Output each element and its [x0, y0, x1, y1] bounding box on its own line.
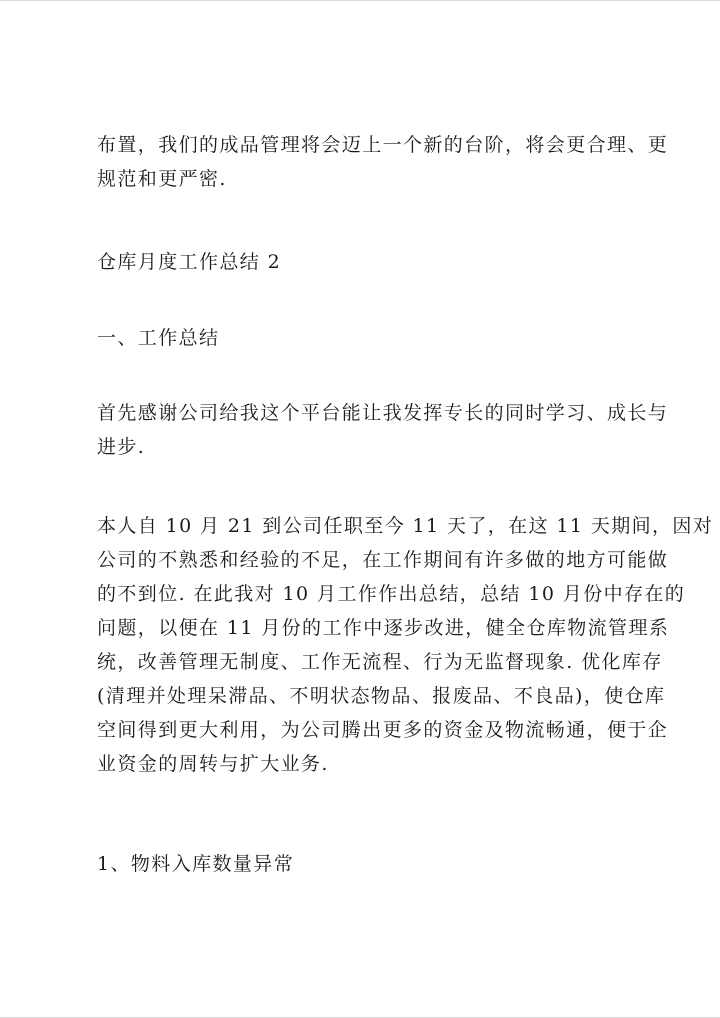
text-line: 规范和更严密.	[97, 168, 227, 190]
section-title	[97, 245, 635, 279]
text-line: 首先感谢公司给我这个平台能让我发挥专长的同时学习、成长与	[97, 402, 669, 424]
text-line: 布置，我们的成品管理将会迈上一个新的台阶，将会更合理、更	[97, 134, 669, 156]
text-line: 进步.	[97, 436, 146, 458]
text-line: 本人自 10 月 21 到公司任职至今 11 天了，在这 11 天期间，因对	[97, 515, 714, 537]
text-line: 一、工作总结	[97, 327, 220, 349]
paragraph-closing-remark	[97, 128, 669, 196]
text-line: (清理并处理呆滞品、不明状态物品、报废品、不良品)，使仓库	[97, 685, 666, 707]
paragraph-thanks	[97, 396, 669, 464]
text-line: 统，改善管理无制度、工作无流程、行为无监督现象. 优化库存	[97, 651, 663, 673]
text-line: 空间得到更大利用，为公司腾出更多的资金及物流畅通，便于企	[97, 719, 669, 741]
text-line: 1、物料入库数量异常	[97, 853, 295, 875]
text-line: 问题，以便在 11 月份的工作中逐步改进，健全仓库物流管理系	[97, 617, 670, 639]
text-line: 业资金的周转与扩大业务.	[97, 753, 329, 775]
text-line: 公司的不熟悉和经验的不足，在工作期间有许多做的地方可能做	[97, 549, 669, 571]
paragraph-summary	[97, 509, 714, 781]
section-heading	[97, 321, 635, 355]
text-line: 的不到位. 在此我对 10 月工作作出总结，总结 10 月份中存在的	[97, 583, 686, 605]
subsection-heading	[97, 847, 635, 881]
text-line: 仓库月度工作总结 2	[97, 251, 282, 273]
